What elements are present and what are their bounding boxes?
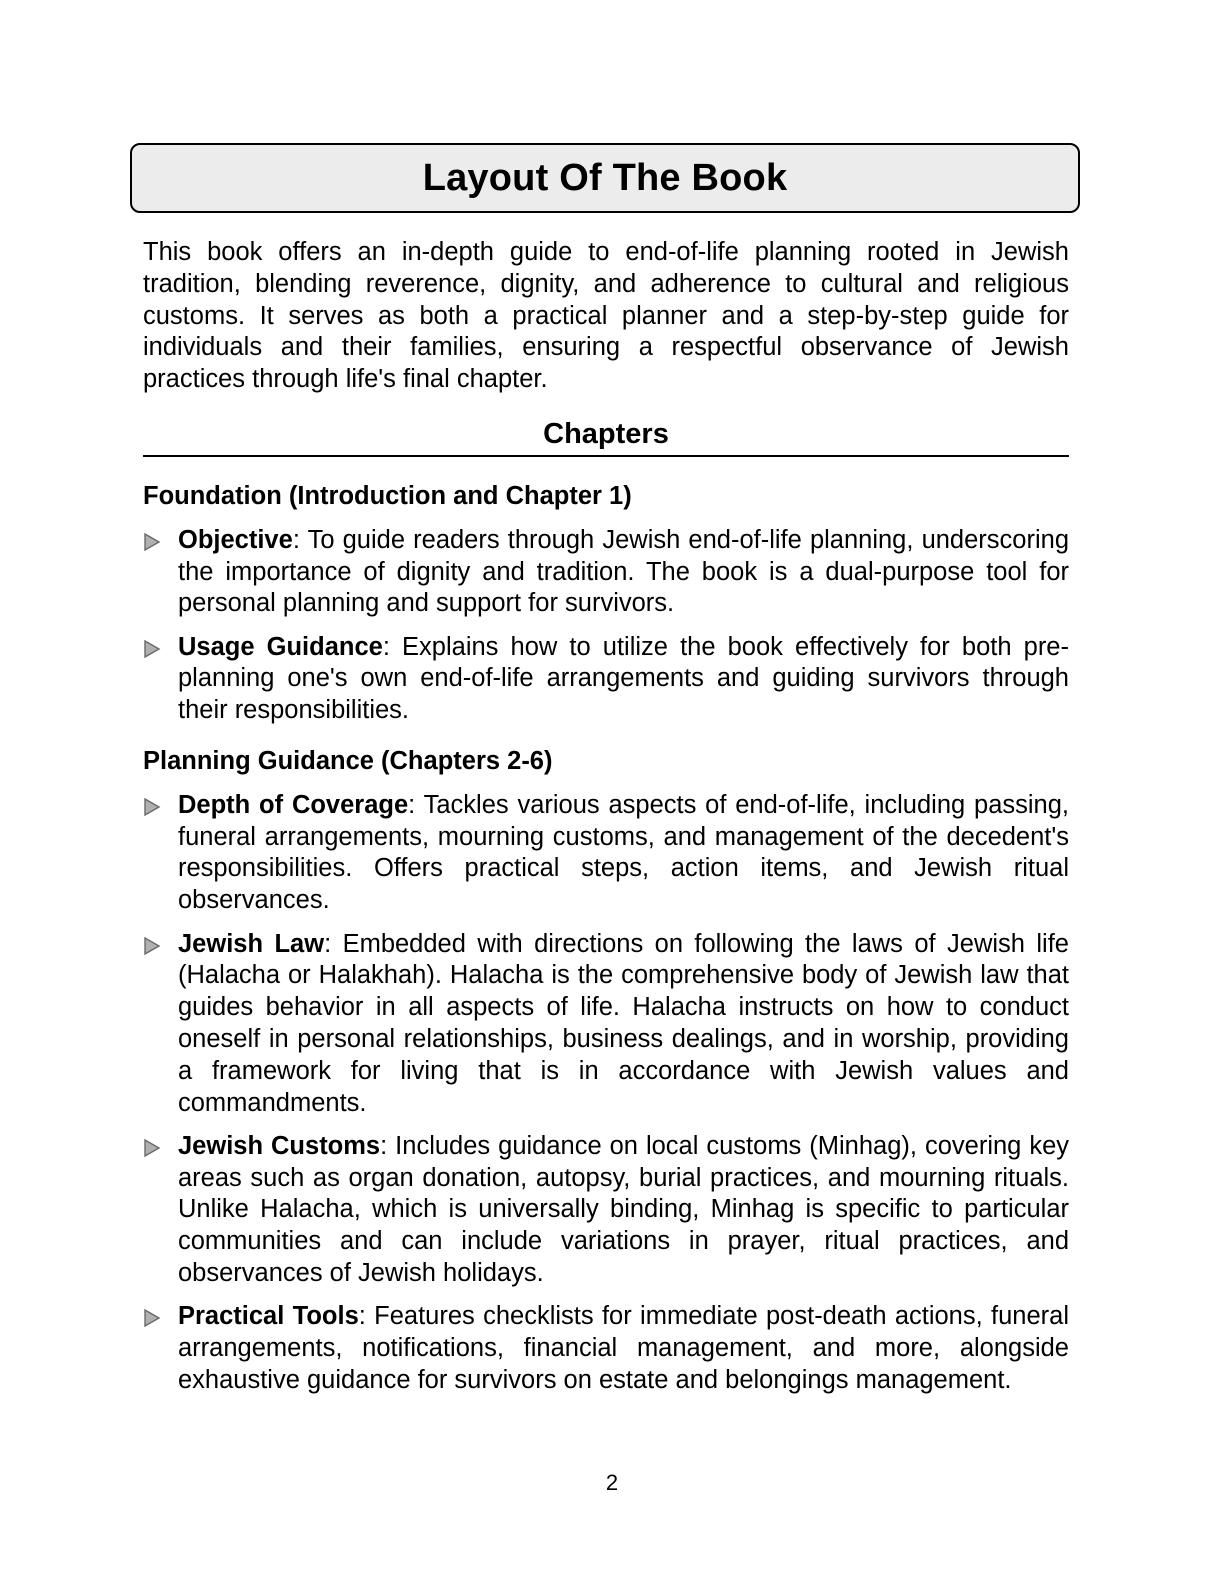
list-item-practical-tools [143, 1301, 1069, 1396]
item-text: : Tackles various aspects of end-of-life, including passing, funeral arrangements, mourning customs, and management of the decedent's responsibilities. Offers practical steps, action items, and Jewish ritual observances. [178, 790, 1069, 915]
item-label: Jewish Law [178, 929, 325, 958]
item-label: Usage Guidance [178, 632, 383, 661]
triangle-arrow-icon [143, 533, 161, 551]
item-text: : Explains how to utilize the book effectively for both pre-planning one's own end-of-life arrangements and guiding survivors through their responsibilities. [178, 632, 1069, 725]
item-label: Objective [178, 525, 293, 554]
triangle-arrow-icon [143, 1139, 161, 1157]
bullet-list-planning-guidance [143, 790, 1069, 1397]
list-item-jewish-customs [143, 1131, 1069, 1290]
page-number: 2 [605, 1470, 619, 1495]
chapters-heading: Chapters [143, 418, 1069, 457]
intro-paragraph: This book offers an in-depth guide to end-of-life planning rooted in Jewish tradition, blending reverence, dignity, and adherence to cultural and religious customs. It serves as both a practical planner and a step-by-step guide for individuals and their families, ensuring a respectful observance of Jewish practices through life's final chapter. [143, 238, 1069, 394]
bullet-list-foundation [143, 525, 1069, 727]
item-text: : Includes guidance on local customs (Minhag), covering key areas such as organ donation, autopsy, burial practices, and mourning rituals. Unlike Halacha, which is universally binding, Minhag is specific to particular communities and can include variations in prayer, ritual practices, and observances of Jewish holidays. [178, 1131, 1069, 1288]
list-item-objective [143, 525, 1069, 620]
list-item-usage-guidance [143, 632, 1069, 727]
page-title: Layout Of The Book [422, 156, 788, 199]
group-title-foundation: Foundation (Introduction and Chapter 1) [143, 481, 632, 510]
list-item-jewish-law [143, 929, 1069, 1120]
content-body [143, 237, 1069, 1408]
item-label: Jewish Customs [178, 1131, 381, 1160]
item-text: : Embedded with directions on following the laws of Jewish life (Halacha or Halakhah). Halacha is the comprehensive body of Jewish law that guides behavior in all aspects of life. Halacha instructs on how to conduct oneself in personal relationships, business dealings, and in worship, providing a framework for living that is in accordance with Jewish values and commandments. [178, 929, 1069, 1117]
triangle-arrow-icon [143, 937, 161, 955]
list-item-depth-of-coverage [143, 790, 1069, 917]
item-text: : Features checklists for immediate post-death actions, funeral arrangements, notifications, financial management, and more, alongside exhaustive guidance for survivors on estate and belongings management. [178, 1302, 1069, 1394]
item-label: Practical Tools [178, 1302, 359, 1331]
triangle-arrow-icon [143, 640, 161, 658]
item-text: : To guide readers through Jewish end-of-life planning, underscoring the importance of dignity and tradition. The book is a dual-purpose tool for personal planning and support for survivors. [178, 525, 1069, 618]
item-label: Depth of Coverage [178, 790, 409, 819]
triangle-arrow-icon [143, 1309, 161, 1327]
group-title-planning-guidance: Planning Guidance (Chapters 2-6) [143, 747, 553, 776]
triangle-arrow-icon [143, 798, 161, 816]
title-box [130, 143, 1080, 213]
